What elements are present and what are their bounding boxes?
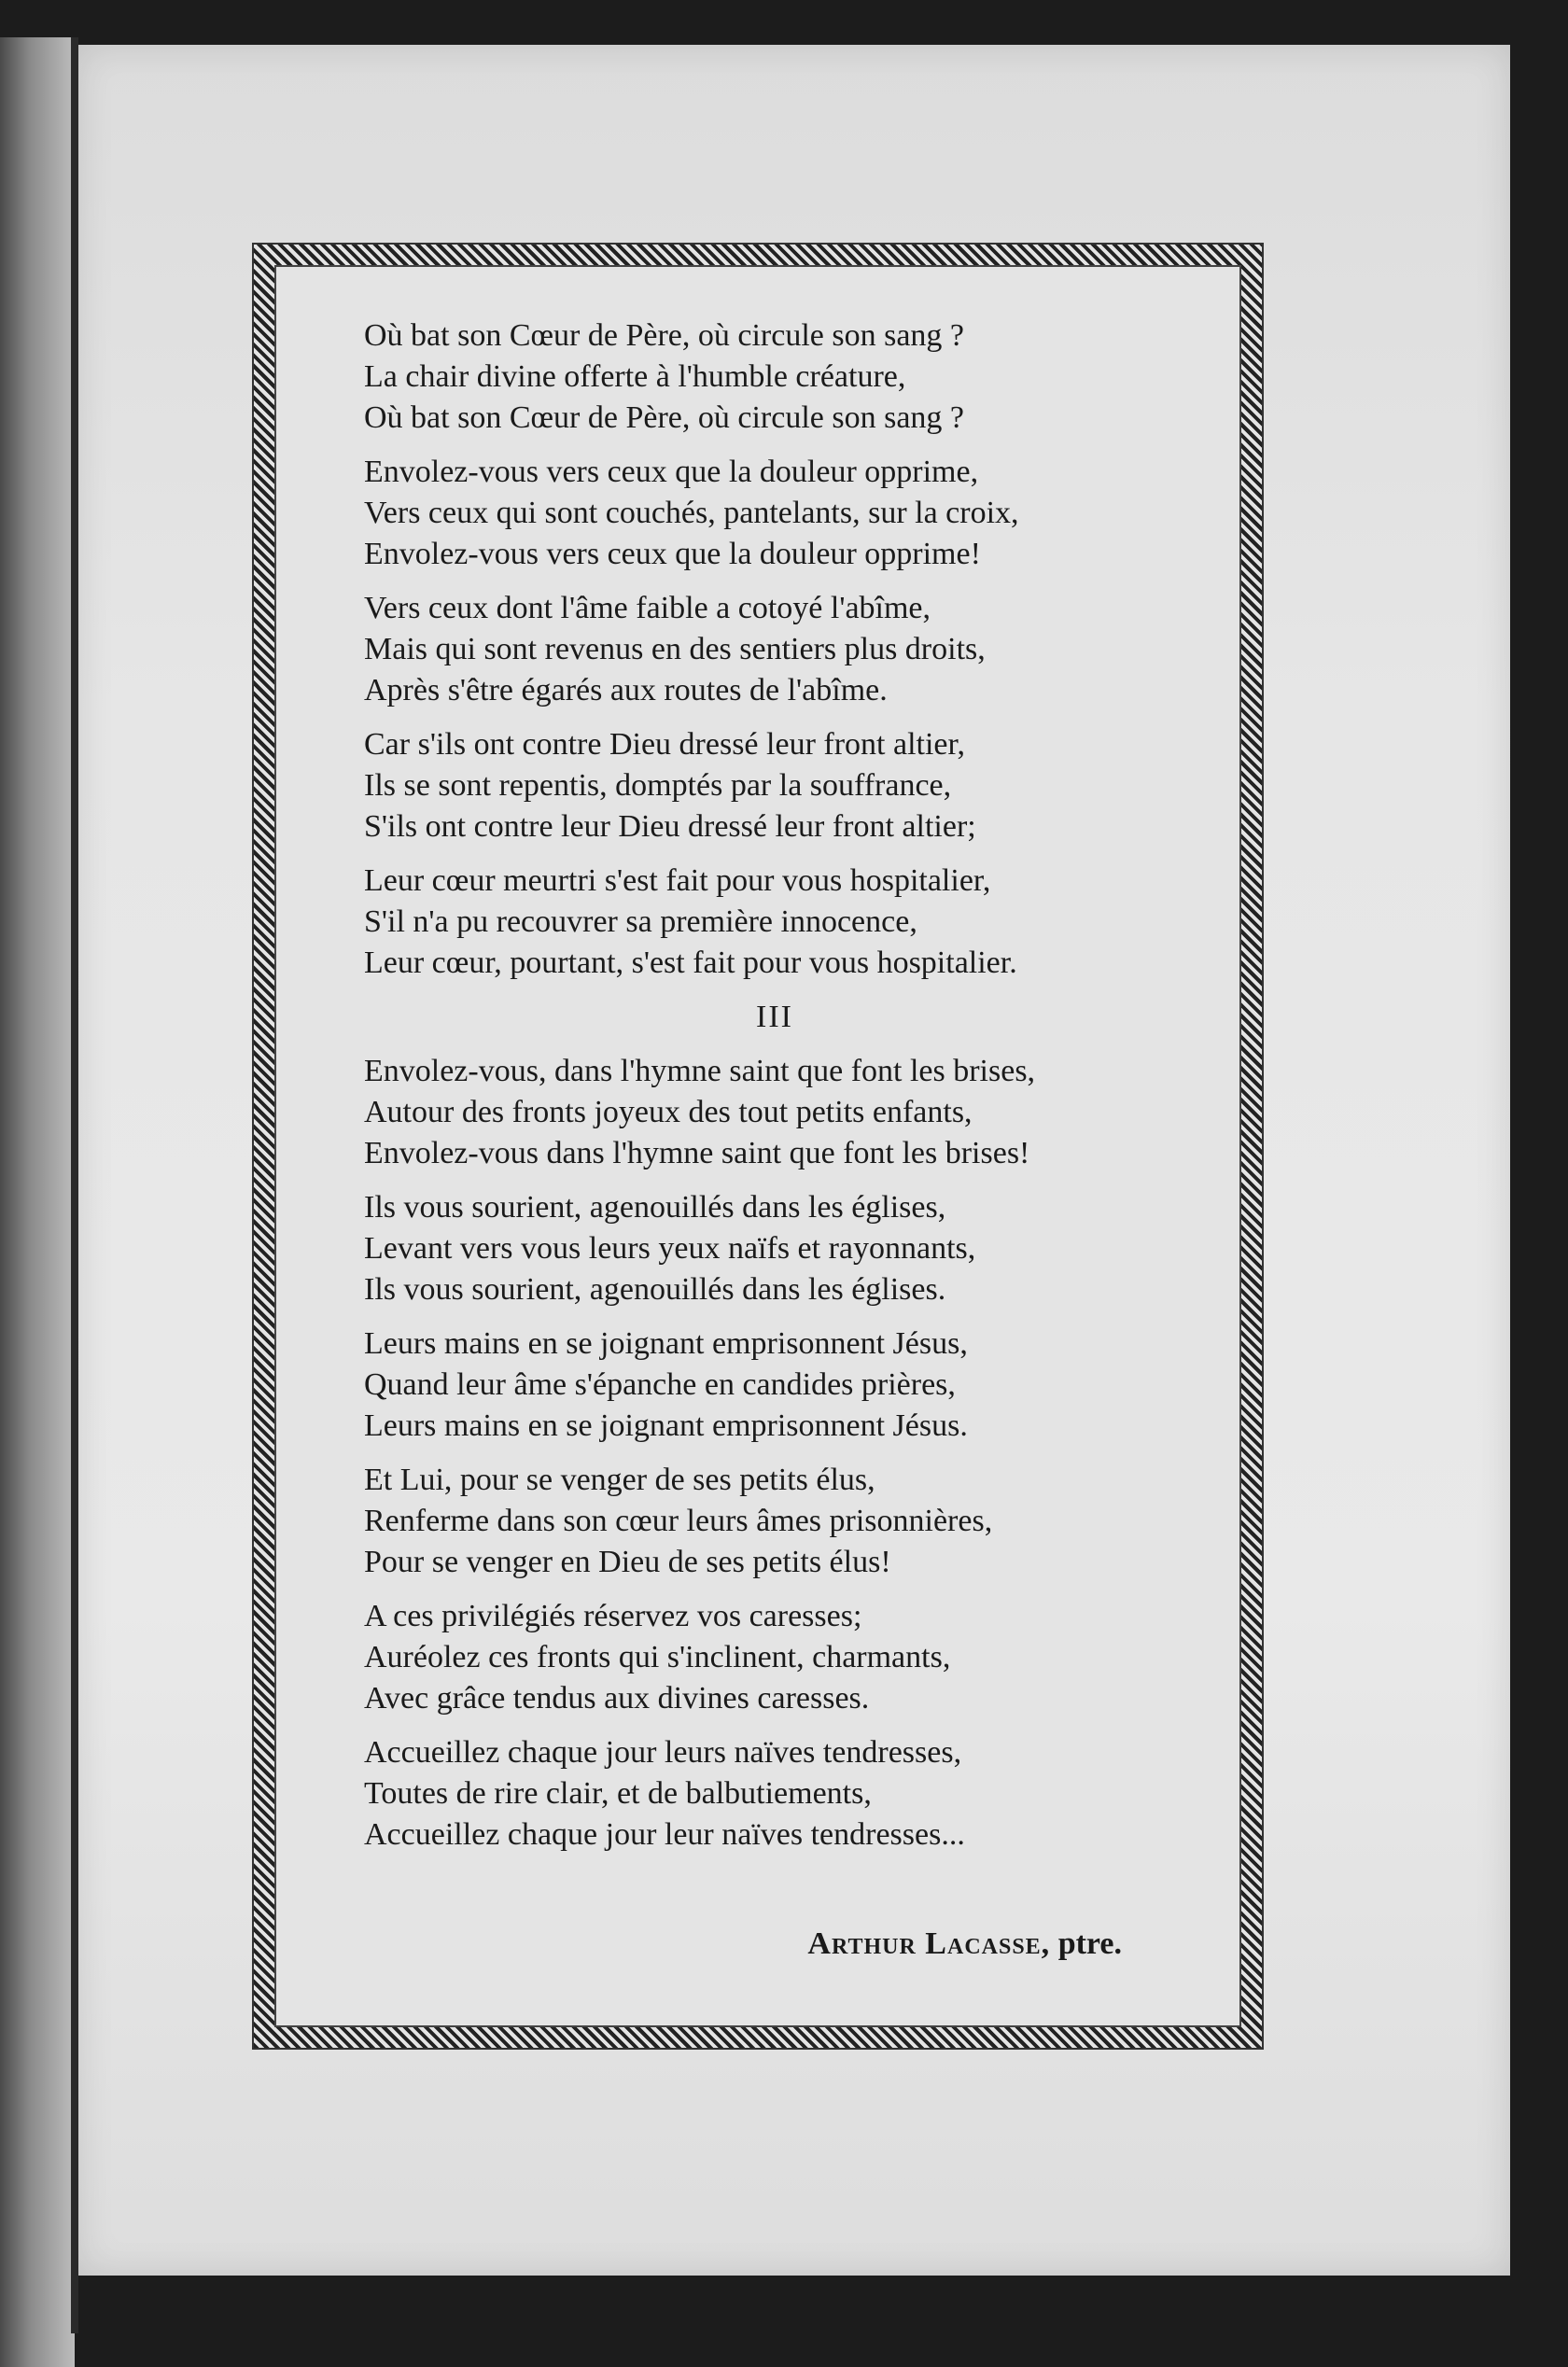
verse-line: Ils se sont repentis, domptés par la souffrance, xyxy=(364,768,952,803)
book-gutter xyxy=(71,37,78,2333)
verse-line: Vers ceux dont l'âme faible a cotoyé l'abîme, xyxy=(364,591,931,625)
verse-line: Après s'être égarés aux routes de l'abîme. xyxy=(364,673,888,707)
stanza xyxy=(364,1324,1185,1447)
verse-line: Où bat son Cœur de Père, où circule son sang ? xyxy=(364,400,965,435)
verse-line: Leur cœur meurtri s'est fait pour vous hospitalier, xyxy=(364,863,991,898)
verse-line: Envolez-vous dans l'hymne saint que font les brises! xyxy=(364,1136,1030,1170)
verse-line: Avec grâce tendus aux divines caresses. xyxy=(364,1681,870,1716)
verse-line: Autour des fronts joyeux des tout petits enfants, xyxy=(364,1095,973,1129)
signature xyxy=(807,1926,1122,1962)
stanza xyxy=(364,315,1185,439)
verse-line: Envolez-vous vers ceux que la douleur opprime, xyxy=(364,455,979,489)
poem-part-3 xyxy=(364,1051,1185,1856)
section-number: III xyxy=(756,1000,793,1034)
verse-line: Ils vous sourient, agenouillés dans les églises, xyxy=(364,1190,946,1225)
poem-part-2 xyxy=(364,315,1185,984)
verse-line: S'ils ont contre leur Dieu dressé leur front altier; xyxy=(364,809,976,844)
stanza xyxy=(364,1460,1185,1583)
verse-line: Accueillez chaque jour leurs naïves tendresses, xyxy=(364,1735,962,1770)
verse-line: Envolez-vous vers ceux que la douleur opprime! xyxy=(364,537,981,571)
author-name: Arthur Lacasse, xyxy=(807,1926,1051,1961)
verse-line: Accueillez chaque jour leur naïves tendresses... xyxy=(364,1817,965,1852)
verse-line: Leurs mains en se joignant emprisonnent Jésus, xyxy=(364,1326,968,1361)
verse-line: Renferme dans son cœur leurs âmes prisonnières, xyxy=(364,1504,993,1538)
verse-line: Envolez-vous, dans l'hymne saint que font les brises, xyxy=(364,1054,1036,1088)
verse-line: Leur cœur, pourtant, s'est fait pour vous hospitalier. xyxy=(364,945,1017,980)
verse-line: Et Lui, pour se venger de ses petits élus, xyxy=(364,1463,875,1497)
verse-line: Quand leur âme s'épanche en candides prières, xyxy=(364,1367,956,1402)
verse-line: Car s'ils ont contre Dieu dressé leur front altier, xyxy=(364,727,965,762)
stanza xyxy=(364,1732,1185,1856)
verse-line: Ils vous sourient, agenouillés dans les églises. xyxy=(364,1272,946,1307)
verse-line: Pour se venger en Dieu de ses petits élus! xyxy=(364,1545,891,1579)
verse-line: Vers ceux qui sont couchés, pantelants, sur la croix, xyxy=(364,496,1019,530)
stanza xyxy=(364,861,1185,984)
verse-line: Leurs mains en se joignant emprisonnent Jésus. xyxy=(364,1408,968,1443)
verse-line: La chair divine offerte à l'humble créature, xyxy=(364,359,906,394)
stanza xyxy=(364,1596,1185,1719)
stanza xyxy=(364,452,1185,575)
stanza xyxy=(364,1187,1185,1310)
author-title: ptre. xyxy=(1057,1926,1122,1961)
verse-line: Toutes de rire clair, et de balbutiements, xyxy=(364,1776,872,1811)
verse-line: Levant vers vous leurs yeux naïfs et rayonnants, xyxy=(364,1231,976,1266)
verse-line: A ces privilégiés réservez vos caresses; xyxy=(364,1599,862,1633)
stanza xyxy=(364,724,1185,847)
verse-line: Où bat son Cœur de Père, où circule son sang ? xyxy=(364,318,965,353)
stanza xyxy=(364,588,1185,711)
verse-line: Auréolez ces fronts qui s'inclinent, charmants, xyxy=(364,1640,951,1674)
previous-page-edge xyxy=(0,37,75,2367)
verse-line: S'il n'a pu recouvrer sa première innocence, xyxy=(364,904,917,939)
poem-text xyxy=(364,315,1185,1869)
stanza xyxy=(364,1051,1185,1174)
verse-line: Mais qui sont revenus en des sentiers plus droits, xyxy=(364,632,986,666)
